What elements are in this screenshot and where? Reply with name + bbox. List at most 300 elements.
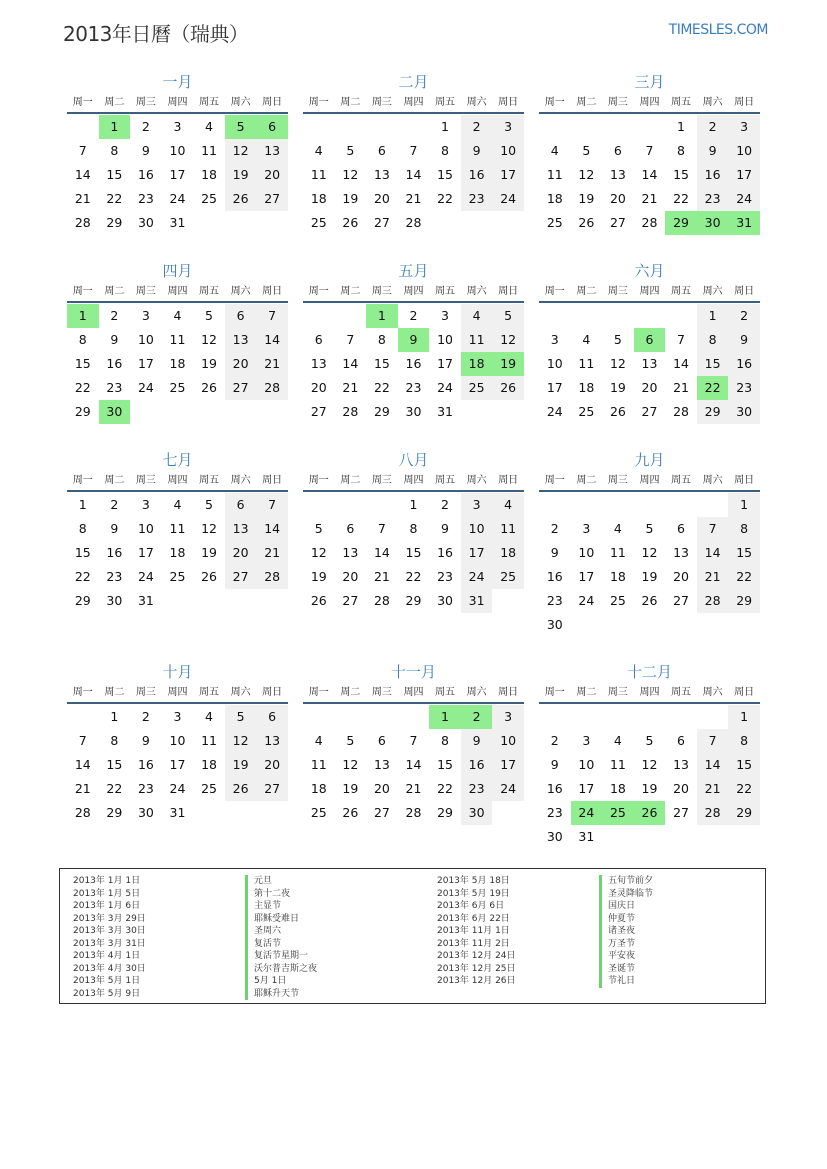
weekday-label: 周三	[371, 286, 392, 297]
day-cell: 19	[641, 569, 658, 584]
empty-cell	[398, 115, 430, 139]
day-cell: 14	[342, 356, 359, 371]
day-cell: 10	[492, 729, 524, 753]
weekday-label: 周五	[671, 475, 692, 486]
day-cell: 14	[697, 541, 729, 565]
empty-cell	[67, 705, 99, 729]
day-cell: 6	[377, 733, 386, 748]
day-cell: 8	[677, 143, 685, 158]
day-cell: 21	[405, 191, 422, 206]
holiday-name: 圣灵降临节	[599, 888, 653, 901]
day-cell: 12	[578, 167, 595, 182]
day-cell: 24	[169, 781, 186, 796]
empty-cell	[539, 705, 571, 729]
day-cell: 12	[641, 757, 658, 772]
weekday-label: 周五	[435, 97, 456, 108]
weekday-label: 周六	[702, 97, 723, 108]
holiday-name: 复活节	[245, 938, 317, 951]
holiday-date: 2013年 1月 6日	[73, 901, 141, 911]
day-cell: 15	[106, 167, 123, 182]
empty-cell	[539, 115, 571, 139]
day-cell: 24	[137, 380, 154, 395]
weekday-label: 周日	[498, 475, 519, 486]
day-cell: 20	[256, 753, 288, 777]
day-cell: 6	[613, 143, 622, 158]
day-cell: 7	[78, 143, 87, 158]
empty-cell	[571, 705, 603, 729]
day-cell: 14	[405, 757, 422, 772]
holiday-list	[59, 868, 766, 1004]
holiday-name: 耶稣受难日	[245, 913, 317, 926]
holiday-name: 复活节星期一	[245, 950, 317, 963]
day-cell: 7	[677, 332, 685, 347]
weekday-label: 周一	[72, 475, 93, 486]
day-cell: 10	[137, 332, 154, 347]
weekday-header	[539, 473, 760, 492]
day-cell: 14	[405, 167, 422, 182]
weekday-label: 周六	[466, 286, 487, 297]
day-cell: 10	[728, 139, 760, 163]
day-cell: 5	[205, 497, 213, 512]
day-cell: 24	[137, 569, 154, 584]
day-cell: 21	[256, 352, 288, 376]
holiday-name: 主显节	[245, 900, 317, 913]
weekday-label: 周三	[371, 97, 392, 108]
empty-cell	[539, 493, 571, 517]
day-cell: 7	[697, 729, 729, 753]
day-cell: 24	[728, 187, 760, 211]
day-cell: 26	[492, 376, 524, 400]
weekday-label: 周六	[702, 475, 723, 486]
day-cell: 28	[373, 593, 390, 608]
day-cell: 4	[613, 521, 622, 536]
empty-cell	[335, 304, 367, 328]
empty-cell	[539, 304, 571, 328]
day-cell: 5	[645, 733, 654, 748]
day-cell: 27	[373, 805, 390, 820]
day-cell: 12	[641, 545, 658, 560]
weekday-label: 周三	[135, 687, 156, 698]
day-cell: 28	[74, 215, 91, 230]
day-cell: 18	[546, 191, 563, 206]
holiday-date: 2013年 4月 30日	[73, 963, 146, 974]
day-cell: 25	[201, 191, 217, 206]
holiday-date: 2013年 3月 29日	[73, 913, 146, 924]
day-cell: 27	[256, 187, 288, 211]
day-cell: 21	[373, 569, 390, 584]
day-cell: 15	[405, 545, 422, 560]
day-cell: 17	[578, 569, 595, 584]
day-cell: 18	[201, 167, 217, 182]
empty-cell	[665, 304, 697, 328]
weekday-label: 周六	[702, 286, 723, 297]
day-cell: 3	[461, 493, 493, 517]
day-cell: 8	[78, 332, 87, 347]
day-cell: 13	[225, 517, 257, 541]
day-cell: 11	[169, 521, 186, 536]
day-cell: 3	[173, 119, 182, 134]
day-cell: 10	[546, 356, 563, 371]
day-cell: 4	[492, 493, 524, 517]
day-cell: 7	[377, 521, 386, 536]
weekday-label: 周二	[340, 286, 361, 297]
empty-cell	[665, 493, 697, 517]
day-cell: 26	[578, 215, 595, 230]
weekday-header	[539, 284, 760, 303]
empty-cell	[303, 304, 335, 328]
holiday-name: 万圣节	[599, 938, 653, 951]
day-cell: 23	[405, 380, 422, 395]
weekday-label: 周一	[72, 97, 93, 108]
day-cell: 7	[409, 143, 418, 158]
day-cell: 1	[409, 497, 418, 512]
day-cell: 16	[106, 356, 123, 371]
weekday-label: 周五	[435, 687, 456, 698]
day-cell: 1	[110, 709, 119, 724]
day-cell: 11	[492, 517, 524, 541]
day-cell: 10	[169, 733, 186, 748]
weekday-header	[67, 685, 288, 704]
empty-cell	[398, 705, 430, 729]
day-cell: 19	[578, 191, 595, 206]
day-cell: 2	[110, 497, 119, 512]
day-grid	[67, 115, 288, 235]
day-cell: 26	[609, 404, 626, 419]
day-cell: 11	[461, 328, 493, 352]
weekday-label: 周三	[135, 97, 156, 108]
holiday-date: 2013年 3月 30日	[73, 926, 146, 936]
day-cell: 15	[74, 356, 91, 371]
day-cell: 11	[201, 733, 217, 748]
weekday-label: 周三	[607, 687, 628, 698]
day-cell: 1	[697, 304, 729, 328]
weekday-label: 周二	[576, 687, 597, 698]
day-cell: 8	[110, 733, 119, 748]
day-cell: 9	[441, 521, 449, 536]
day-cell: 31	[578, 829, 595, 844]
month-name: 十二月	[626, 663, 672, 681]
empty-cell	[335, 705, 367, 729]
month-12	[539, 663, 760, 849]
day-cell: 15	[437, 167, 453, 182]
weekday-header	[539, 95, 760, 114]
day-cell: 11	[201, 143, 217, 158]
day-cell: 25	[461, 376, 493, 400]
holiday-names-column-2	[599, 875, 653, 988]
day-cell: 5	[205, 308, 213, 323]
holiday-name: 国庆日	[599, 900, 653, 913]
day-cell: 4	[205, 709, 213, 724]
day-cell: 28	[641, 215, 658, 230]
day-cell: 28	[256, 565, 288, 589]
day-cell: 10	[169, 143, 186, 158]
day-cell: 3	[550, 332, 559, 347]
weekday-label: 周日	[734, 475, 755, 486]
day-cell: 30	[728, 400, 760, 424]
weekday-label: 周五	[199, 286, 220, 297]
day-cell: 14	[641, 167, 658, 182]
day-cell: 27	[373, 215, 390, 230]
holiday-name: 诸圣夜	[599, 925, 653, 938]
weekday-label: 周一	[544, 286, 565, 297]
weekday-label: 周日	[262, 475, 283, 486]
day-cell: 9	[697, 139, 729, 163]
day-cell: 9	[110, 521, 119, 536]
day-cell: 18	[492, 541, 524, 565]
weekday-label: 周二	[576, 286, 597, 297]
day-cell: 13	[256, 729, 288, 753]
day-cell: 26	[310, 593, 327, 608]
day-cell: 2	[550, 733, 559, 748]
day-cell: 12	[201, 521, 217, 536]
day-cell: 21	[74, 781, 91, 796]
holiday-date: 2013年 12月 26日	[437, 976, 516, 986]
holiday-date: 2013年 11月 1日	[437, 926, 510, 936]
day-cell: 11	[169, 332, 186, 347]
month-name: 六月	[634, 262, 665, 280]
day-cell: 2	[441, 497, 449, 512]
weekday-label: 周五	[671, 286, 692, 297]
holiday-date: 2013年 1月 5日	[73, 888, 141, 899]
weekday-label: 周五	[671, 687, 692, 698]
weekday-label: 周四	[403, 286, 424, 297]
day-cell: 15	[673, 167, 689, 182]
weekday-label: 周五	[435, 286, 456, 297]
holiday-name: 仲夏节	[599, 913, 653, 926]
day-cell: 21	[342, 380, 359, 395]
day-cell: 25	[492, 565, 524, 589]
weekday-label: 周日	[262, 286, 283, 297]
holiday-date: 2013年 5月 9日	[73, 988, 141, 999]
holiday-name: 5月 1日	[245, 975, 317, 988]
holiday-date: 2013年 5月 19日	[437, 888, 510, 899]
day-cell: 22	[697, 376, 729, 400]
day-cell: 30	[137, 215, 154, 230]
weekday-label: 周四	[167, 97, 188, 108]
day-cell: 2	[141, 709, 150, 724]
day-cell: 11	[546, 167, 563, 182]
weekday-label: 周五	[199, 687, 220, 698]
day-cell: 17	[492, 753, 524, 777]
day-cell: 15	[697, 352, 729, 376]
day-cell: 29	[74, 404, 91, 419]
day-grid	[539, 705, 760, 849]
day-cell: 17	[169, 167, 186, 182]
day-cell: 23	[728, 376, 760, 400]
day-cell: 26	[342, 215, 359, 230]
weekday-label: 周五	[671, 97, 692, 108]
empty-cell	[303, 115, 335, 139]
day-cell: 5	[225, 115, 257, 139]
weekday-header	[303, 95, 524, 114]
weekday-label: 周一	[308, 97, 329, 108]
day-cell: 19	[492, 352, 524, 376]
day-cell: 24	[492, 777, 524, 801]
weekday-label: 周一	[544, 687, 565, 698]
day-cell: 24	[492, 187, 524, 211]
day-cell: 18	[169, 545, 186, 560]
day-cell: 2	[409, 308, 418, 323]
empty-cell	[366, 115, 398, 139]
day-cell: 25	[602, 801, 634, 825]
day-cell: 23	[461, 187, 493, 211]
day-grid	[539, 304, 760, 424]
day-cell: 13	[225, 328, 257, 352]
weekday-label: 周一	[544, 97, 565, 108]
day-cell: 18	[310, 191, 327, 206]
holiday-name: 五旬节前夕	[599, 875, 653, 888]
day-grid	[67, 705, 288, 825]
day-cell: 16	[546, 569, 563, 584]
day-cell: 12	[342, 757, 359, 772]
weekday-header	[303, 473, 524, 492]
day-cell: 1	[429, 705, 461, 729]
day-cell: 25	[201, 781, 217, 796]
day-cell: 2	[461, 115, 493, 139]
month-name: 九月	[634, 451, 665, 469]
month-3	[539, 73, 760, 235]
day-cell: 1	[99, 115, 131, 139]
day-cell: 6	[346, 521, 355, 536]
weekday-label: 周五	[199, 475, 220, 486]
day-cell: 7	[256, 304, 288, 328]
day-cell: 4	[173, 497, 182, 512]
holiday-date: 2013年 12月 25日	[437, 963, 516, 974]
site-logo[interactable]: TIMESLES.COM	[668, 22, 768, 38]
month-name: 一月	[162, 73, 193, 91]
day-grid	[303, 115, 524, 235]
day-cell: 3	[582, 733, 591, 748]
day-cell: 30	[137, 805, 154, 820]
empty-cell	[665, 705, 697, 729]
day-cell: 9	[398, 328, 430, 352]
day-cell: 13	[373, 757, 390, 772]
day-cell: 21	[697, 565, 729, 589]
month-name: 二月	[398, 73, 429, 91]
day-cell: 18	[461, 352, 493, 376]
day-cell: 26	[201, 569, 217, 584]
day-cell: 10	[578, 545, 595, 560]
day-cell: 5	[645, 521, 654, 536]
month-6	[539, 262, 760, 424]
day-cell: 20	[310, 380, 327, 395]
day-cell: 6	[256, 115, 288, 139]
day-cell: 13	[609, 167, 626, 182]
weekday-label: 周四	[639, 687, 660, 698]
day-cell: 7	[697, 517, 729, 541]
day-cell: 3	[492, 115, 524, 139]
day-cell: 4	[205, 119, 213, 134]
day-cell: 2	[461, 705, 493, 729]
day-cell: 22	[74, 569, 91, 584]
day-cell: 27	[225, 376, 257, 400]
day-cell: 30	[405, 404, 422, 419]
weekday-label: 周日	[734, 687, 755, 698]
weekday-label: 周六	[466, 687, 487, 698]
day-cell: 9	[728, 328, 760, 352]
weekday-label: 周三	[135, 475, 156, 486]
day-cell: 4	[550, 143, 559, 158]
month-name: 三月	[634, 73, 665, 91]
day-cell: 15	[728, 541, 760, 565]
day-cell: 7	[409, 733, 418, 748]
day-cell: 11	[310, 757, 327, 772]
weekday-label: 周六	[230, 97, 251, 108]
day-cell: 21	[405, 781, 422, 796]
day-cell: 17	[137, 545, 154, 560]
month-11	[303, 663, 524, 825]
day-cell: 25	[578, 404, 595, 419]
empty-cell	[602, 705, 634, 729]
day-cell: 14	[373, 545, 390, 560]
holiday-name: 元旦	[245, 875, 317, 888]
day-cell: 27	[256, 777, 288, 801]
day-cell: 12	[201, 332, 217, 347]
day-cell: 16	[461, 753, 493, 777]
day-cell: 18	[201, 757, 217, 772]
weekday-label: 周一	[72, 687, 93, 698]
holiday-name: 圣周六	[245, 925, 317, 938]
day-cell: 19	[225, 753, 257, 777]
day-grid	[539, 493, 760, 637]
weekday-label: 周六	[230, 687, 251, 698]
day-cell: 30	[437, 593, 453, 608]
day-cell: 19	[201, 545, 217, 560]
day-cell: 20	[673, 781, 689, 796]
empty-cell	[634, 304, 666, 328]
day-cell: 28	[74, 805, 91, 820]
day-cell: 6	[677, 521, 685, 536]
day-cell: 4	[613, 733, 622, 748]
day-cell: 23	[106, 569, 123, 584]
month-4	[67, 262, 288, 424]
day-cell: 20	[673, 569, 689, 584]
weekday-label: 周四	[403, 475, 424, 486]
weekday-header	[303, 284, 524, 303]
day-cell: 20	[256, 163, 288, 187]
weekday-label: 周六	[230, 286, 251, 297]
day-cell: 13	[373, 167, 390, 182]
day-cell: 6	[256, 705, 288, 729]
day-cell: 28	[405, 805, 422, 820]
weekday-header	[67, 284, 288, 303]
day-cell: 8	[728, 517, 760, 541]
day-cell: 22	[106, 781, 123, 796]
day-cell: 2	[697, 115, 729, 139]
day-grid	[303, 705, 524, 825]
weekday-label: 周二	[340, 97, 361, 108]
holiday-date: 2013年 3月 31日	[73, 938, 146, 949]
day-cell: 23	[437, 569, 453, 584]
holiday-date: 2013年 12月 24日	[437, 951, 516, 961]
day-cell: 16	[106, 545, 123, 560]
day-cell: 6	[634, 328, 666, 352]
day-cell: 10	[137, 521, 154, 536]
empty-cell	[67, 115, 99, 139]
day-cell: 3	[173, 709, 182, 724]
weekday-header	[67, 95, 288, 114]
day-cell: 28	[697, 801, 729, 825]
day-cell: 3	[492, 705, 524, 729]
month-7	[67, 451, 288, 613]
day-cell: 6	[377, 143, 386, 158]
day-cell: 17	[578, 781, 595, 796]
day-cell: 27	[310, 404, 327, 419]
day-cell: 28	[673, 404, 689, 419]
day-cell: 10	[437, 332, 453, 347]
day-cell: 29	[697, 400, 729, 424]
holiday-date: 2013年 4月 1日	[73, 951, 141, 961]
